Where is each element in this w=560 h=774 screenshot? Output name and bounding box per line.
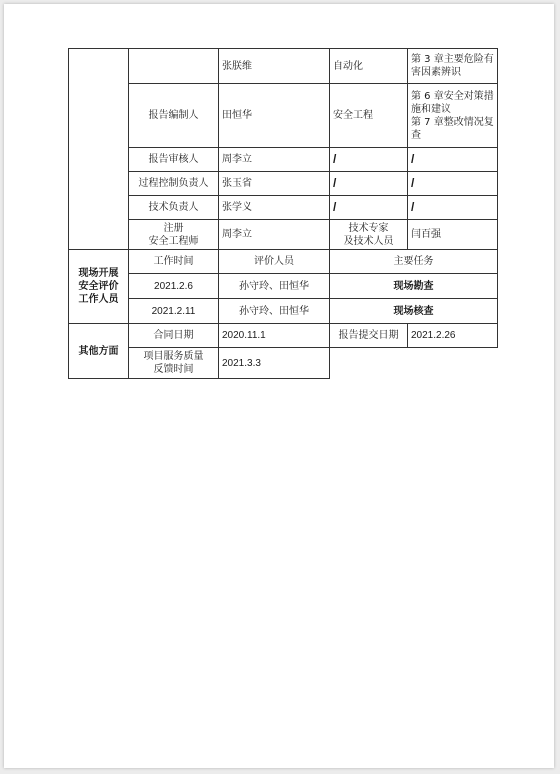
other-label-cell: 其他方面 bbox=[69, 324, 129, 379]
table-row bbox=[69, 196, 498, 220]
section-cell: / bbox=[408, 196, 498, 220]
time-cell: 2021.2.11 bbox=[129, 299, 219, 324]
table-row bbox=[69, 148, 498, 172]
name-cell: 张玉省 bbox=[219, 172, 330, 196]
name-cell: 周李立 bbox=[219, 220, 330, 250]
role-cell: 过程控制负责人 bbox=[129, 172, 219, 196]
header-task: 主要任务 bbox=[330, 250, 498, 274]
personnel-table bbox=[68, 48, 498, 379]
section-cell: / bbox=[408, 148, 498, 172]
section-cell: / bbox=[408, 172, 498, 196]
staff-cell: 孙守玲、田恒华 bbox=[219, 299, 330, 324]
document-page bbox=[4, 4, 554, 768]
table-row bbox=[69, 324, 498, 348]
major-cell: 安全工程 bbox=[330, 84, 408, 148]
role-cell: 报告审核人 bbox=[129, 148, 219, 172]
table-row bbox=[69, 348, 498, 379]
major-cell: / bbox=[330, 196, 408, 220]
table-row bbox=[69, 84, 498, 148]
table-row bbox=[69, 299, 498, 324]
name-cell: 田恒华 bbox=[219, 84, 330, 148]
time-cell: 2021.2.6 bbox=[129, 274, 219, 299]
header-staff: 评价人员 bbox=[219, 250, 330, 274]
feedback-date-cell: 2021.3.3 bbox=[219, 348, 330, 379]
major-cell: 自动化 bbox=[330, 49, 408, 84]
section-cell: 第 6 章安全对策措施和建议 第 7 章整改情况复查 bbox=[408, 84, 498, 148]
task-cell: 现场核查 bbox=[330, 299, 498, 324]
major-cell: / bbox=[330, 148, 408, 172]
table-row bbox=[69, 49, 498, 84]
table-row bbox=[69, 172, 498, 196]
role-cell: 报告编制人 bbox=[129, 84, 219, 148]
expert-label-cell: 技术专家 及技术人员 bbox=[330, 220, 408, 250]
table-row bbox=[69, 274, 498, 299]
name-cell: 周李立 bbox=[219, 148, 330, 172]
staff-cell: 孙守玲、田恒华 bbox=[219, 274, 330, 299]
contract-label-cell: 合同日期 bbox=[129, 324, 219, 348]
empty-cell bbox=[408, 348, 498, 379]
table-row bbox=[69, 250, 498, 274]
header-time: 工作时间 bbox=[129, 250, 219, 274]
task-cell: 现场勘查 bbox=[330, 274, 498, 299]
submit-label-cell: 报告提交日期 bbox=[330, 324, 408, 348]
table-row bbox=[69, 220, 498, 250]
role-cell-empty bbox=[129, 49, 219, 84]
feedback-label-cell: 项目服务质量 反馈时间 bbox=[129, 348, 219, 379]
fieldwork-label-cell: 现场开展 安全评价 工作人员 bbox=[69, 250, 129, 324]
contract-date-cell: 2020.11.1 bbox=[219, 324, 330, 348]
name-cell: 张学义 bbox=[219, 196, 330, 220]
expert-name-cell: 闫百强 bbox=[408, 220, 498, 250]
role-cell: 技术负责人 bbox=[129, 196, 219, 220]
section-cell: 第 3 章主要危险有害因素辨识 bbox=[408, 49, 498, 84]
role-cell: 注册 安全工程师 bbox=[129, 220, 219, 250]
name-cell: 张朕维 bbox=[219, 49, 330, 84]
empty-category-cell bbox=[69, 49, 129, 250]
major-cell: / bbox=[330, 172, 408, 196]
empty-cell bbox=[330, 348, 408, 379]
submit-date-cell: 2021.2.26 bbox=[408, 324, 498, 348]
